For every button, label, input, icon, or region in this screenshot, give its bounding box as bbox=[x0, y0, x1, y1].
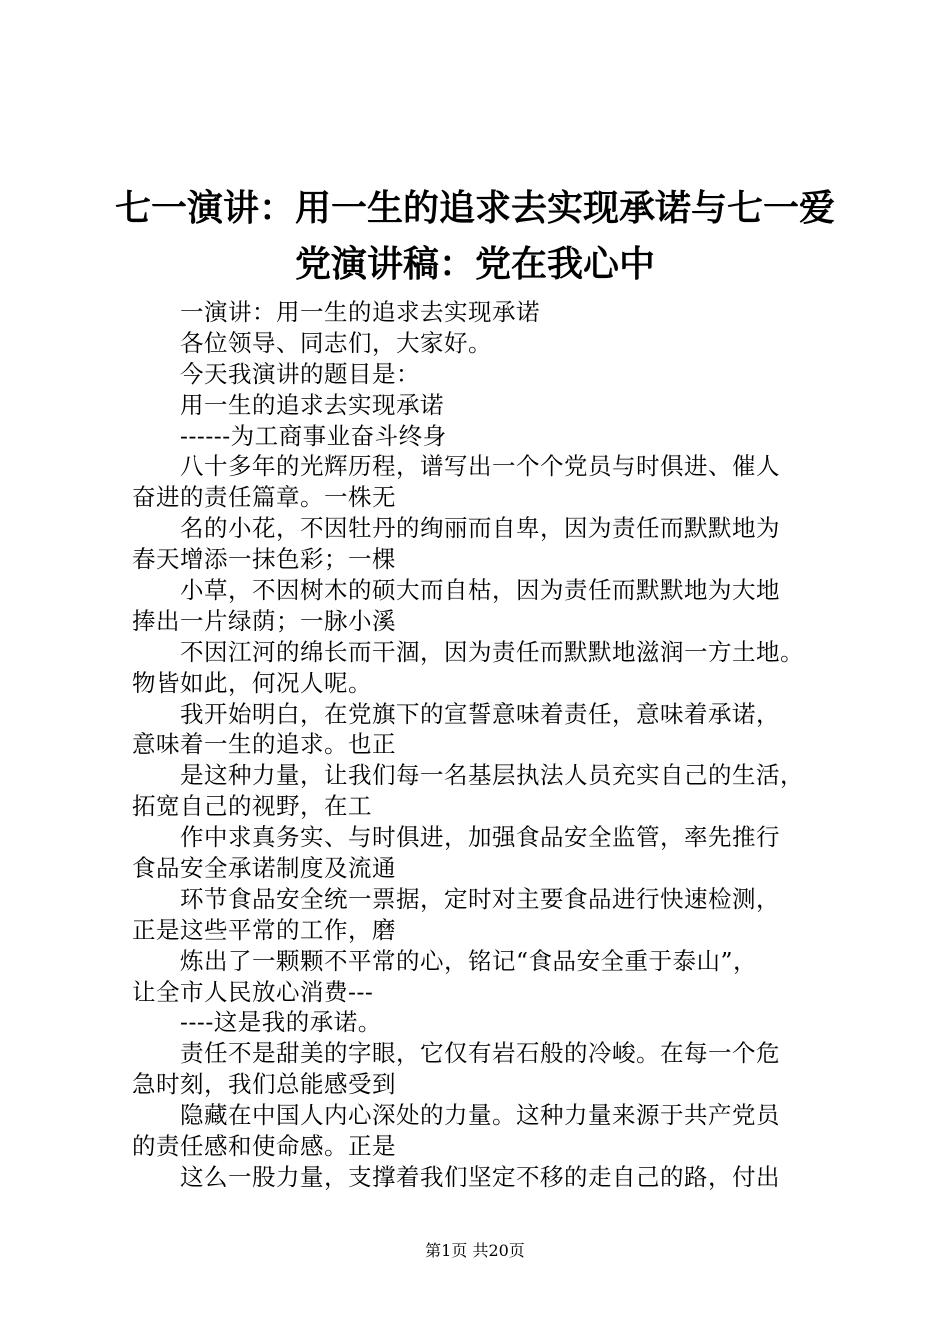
body-line: 让全市人民放心消费--- bbox=[132, 977, 374, 1006]
body-line: 急时刻，我们总能感受到 bbox=[132, 1070, 396, 1099]
body-line: 奋进的责任篇章。一株无 bbox=[132, 483, 396, 512]
body-line: 意味着一生的追求。也正 bbox=[132, 730, 396, 759]
document-body bbox=[132, 297, 842, 1193]
body-line: ----这是我的承诺。 bbox=[180, 1008, 382, 1037]
page-number-footer: 第1页 共20页 bbox=[425, 1241, 525, 1260]
document-title-line-1: 七一演讲：用一生的追求去实现承诺与七一爱 bbox=[114, 187, 835, 229]
body-line: 炼出了一颗颗不平常的心，铭记“食品安全重于泰山”， bbox=[180, 946, 758, 975]
body-line: 今天我演讲的题目是： bbox=[180, 359, 420, 388]
body-line: 春天增添一抹色彩；一棵 bbox=[132, 545, 396, 574]
body-line: 环节食品安全统一票据，定时对主要食品进行快速检测， bbox=[180, 884, 780, 913]
body-line: 不因江河的绵长而干涸，因为责任而默默地滋润一方土地。 bbox=[180, 637, 804, 666]
body-line: 各位领导、同志们，大家好。 bbox=[180, 328, 492, 357]
body-line: 责任不是甜美的字眼，它仅有岩石般的冷峻。在每一个危 bbox=[180, 1039, 780, 1068]
body-line: 用一生的追求去实现承诺 bbox=[180, 390, 444, 419]
body-line: 小草，不因树木的硕大而自枯，因为责任而默默地为大地 bbox=[180, 576, 780, 605]
body-line: 我开始明白，在党旗下的宣誓意味着责任，意味着承诺， bbox=[180, 699, 780, 728]
body-line: 拓宽自己的视野，在工 bbox=[132, 792, 372, 821]
body-line: 名的小花，不因牡丹的绚丽而自卑，因为责任而默默地为 bbox=[180, 514, 780, 543]
body-line: 一演讲：用一生的追求去实现承诺 bbox=[180, 298, 540, 326]
body-line: 的责任感和使命感。正是 bbox=[132, 1132, 396, 1161]
document-title-line-2: 党演讲稿：党在我心中 bbox=[294, 243, 655, 285]
body-line: 隐藏在中国人内心深处的力量。这种力量来源于共产党员 bbox=[180, 1101, 780, 1130]
body-line: 捧出一片绿荫；一脉小溪 bbox=[132, 606, 396, 635]
body-line: 物皆如此，何况人呢。 bbox=[132, 668, 372, 697]
body-line: 这么一股力量，支撑着我们坚定不移的走自己的路，付出 bbox=[180, 1162, 780, 1191]
body-line: 八十多年的光辉历程，谱写出一个个党员与时俱进、催人 bbox=[180, 452, 780, 481]
body-line: 食品安全承诺制度及流通 bbox=[132, 854, 396, 883]
body-line: 作中求真务实、与时俱进，加强食品安全监管，率先推行 bbox=[180, 823, 780, 852]
body-line: 是这种力量，让我们每一名基层执法人员充实自己的生活， bbox=[180, 761, 804, 790]
body-line: ------为工商事业奋斗终身 bbox=[180, 421, 447, 450]
body-line: 正是这些平常的工作，磨 bbox=[132, 915, 396, 944]
